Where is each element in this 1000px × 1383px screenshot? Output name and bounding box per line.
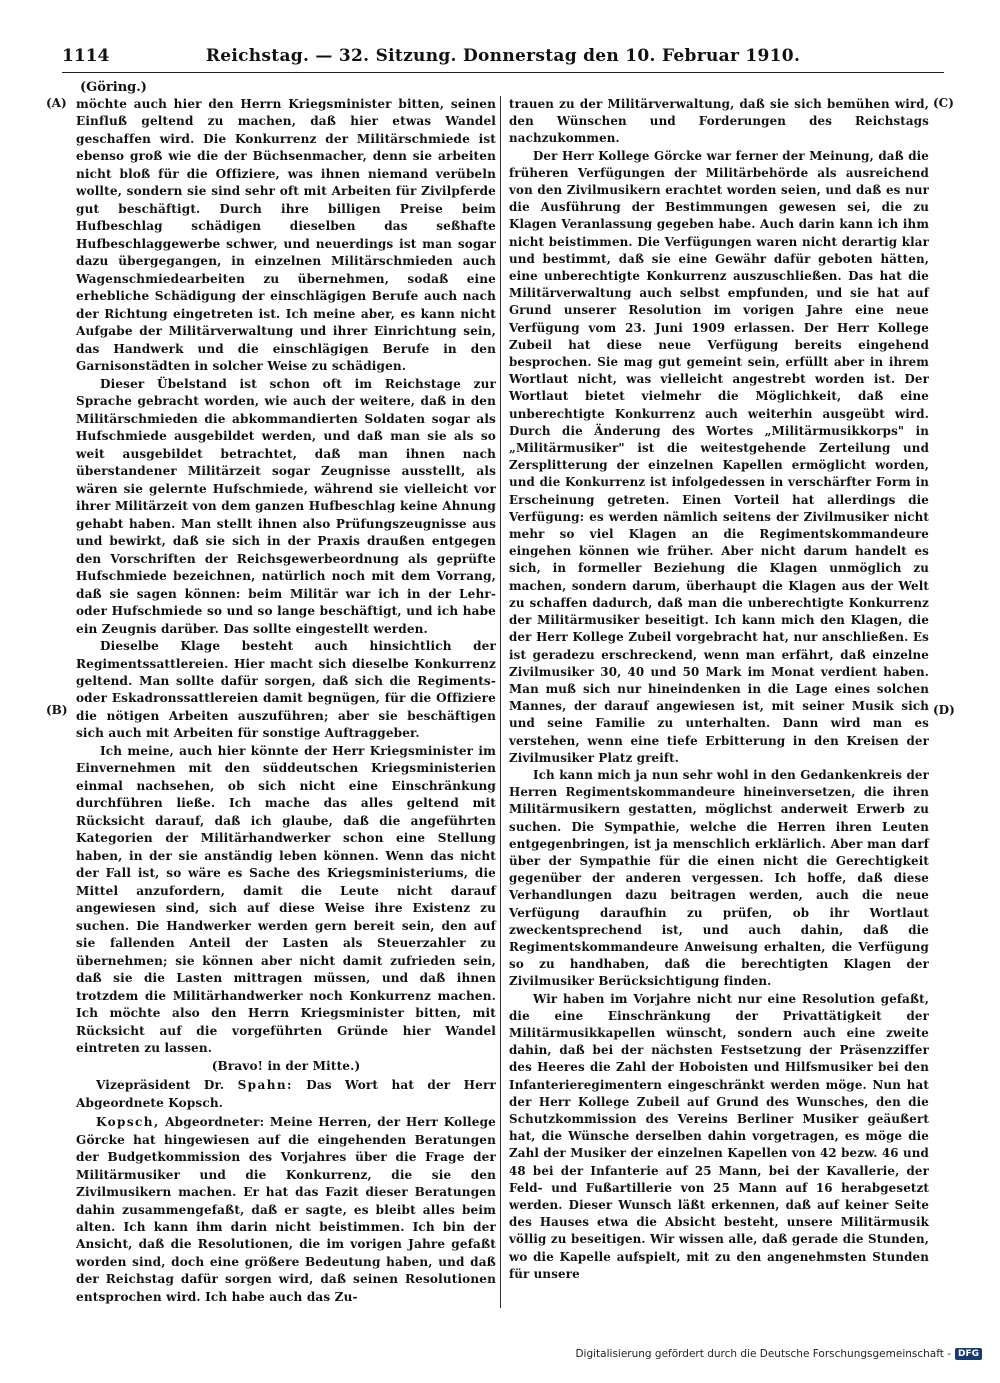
speaker-name: Spahn: bbox=[237, 1078, 293, 1093]
digitization-credit bbox=[575, 1348, 982, 1360]
speaker-name: Kopsch, bbox=[96, 1115, 160, 1130]
paragraph: Der Herr Kollege Görcke war ferner der Meinung, daß die früheren Verfügungen der Militärbehörde als ausreichend von den Zivilmusikern erachtet worden seien, und daß es nur die Ausführung der Bestimmungen gewesen sei, die zu Klagen Veranlassung gegeben habe. Auch darin kann ich ihm nicht beistimmen. Die Verfügungen waren nicht derartig klar und bestimmt, daß sie eine Gewähr dafür geboten hätten, eine unberechtigte Konkurrenz auszuschließen. Das hat die Militärverwaltung auch selbst empfunden, und sie hat auf Grund unserer Resolution im vorigen Jahre eine neue Verfügung vom 23. Juni 1909 erlassen. Der Herr Kollege Zubeil hat diese neue Verfügung bereits eingehend besprochen. Sie mag gut gemeint sein, erfüllt aber in ihrem Wortlaut nicht, was vielleicht angestrebt worden ist. Der Wortlaut bietet vielmehr die Möglichkeit, daß eine unberechtigte Konkurrenz auch weiterhin ausgeübt wird. Durch die Änderung des Wortes „Militärmusikkorps" in „Militärmusiker" ist die weitestgehende Zerteilung und Zersplitterung der einzelnen Kapellen ermöglicht worden, und die Konkurrenz ist infolgedessen in verschärfter Form in Erscheinung getreten. Einen Vorteil hat allerdings die Verfügung: es werden nämlich seitens der Zivilmusiker nicht mehr so viel Klagen an die Regimentskommandeure eingehen können wie früher. Aber nicht darum handelt es sich, in formeller Beziehung die Klagen unmöglich zu machen, sondern darum, überhaupt die Klagen aus der Welt zu schaffen dadurch, daß man die unberechtigte Konkurrenz der Militärmusiker beseitigt. Ich kann mich den Klagen, die der Herr Kollege Zubeil vorgebracht hat, nur anschließen. Es ist geradezu erschreckend, wenn man erfährt, daß einzelne Zivilmusiker 30, 40 und 50 Mark im Monat verdient haben. Man muß sich nur hineindenken in die Lage eines solchen Mannes, der darauf angewiesen ist, mit seiner Musik sich und seine Familie zu unterhalten. Dann wird man es verstehen, wenn eine tiefe Erbitterung in den Kreisen der Zivilmusiker Platz greift. bbox=[509, 148, 929, 765]
margin-marker-b: (B) bbox=[46, 703, 68, 717]
paragraph: Dieselbe Klage besteht auch hinsichtlich der Regimentssattlereien. Hier macht sich dieselbe Konkurrenz geltend. Man sollte dafür sorgen, daß sich die Regiments- oder Eskadronssattlereien damit begnügen, für die Offiziere die nötigen Arbeiten auszuführen; aber sie beschäftigen sich auch mit Arbeiten für sonstige Auftraggeber. bbox=[76, 639, 496, 741]
speaker-title: Vizepräsident Dr. bbox=[96, 1078, 225, 1093]
kopsch-speech bbox=[76, 1114, 496, 1306]
speech-text: Meine Herren, der Herr Kollege Görcke hat hingewiesen auf die eingehenden Beratungen der Budgetkommission des Vorjahres über die Frage der Militärmusiker und die Konkurrenz, die sie den Zivilmusikern machen. Er hat das Fazit dieser Beratungen dahin zusammengefaßt, daß er sagte, es bleibt alles beim alten. Ich kann ihm darin nicht beistimmen. Ich bin der Ansicht, daß die Resolutionen, die im vorigen Jahre gefaßt worden sind, doch eine größere Bedeutung haben, und daß der Reichstag dafür sorgen wird, daß seinen Resolutionen entsprochen wird. Ich habe auch das Zu- bbox=[76, 1115, 496, 1304]
margin-marker-d: (D) bbox=[933, 703, 955, 717]
speaker-role: Abgeordneter: bbox=[165, 1115, 265, 1130]
running-head: Reichstag. — 32. Sitzung. Donnerstag den 10. Februar 1910. bbox=[205, 46, 801, 66]
column-divider bbox=[500, 96, 501, 1308]
applause-note: (Bravo! in der Mitte.) bbox=[211, 1058, 361, 1073]
paragraph: Wir haben im Vorjahre nicht nur eine Resolution gefaßt, die eine Einschränkung der Privattätigkeit der Militärmusikkapellen wünscht, sondern auch eine zweite dahin, daß bei der nächsten Festsetzung der Präsenzziffer des Heeres die Zahl der Hoboisten und Hilfsmusiker bei den Infanterieregimentern eingeschränkt werden möge. Nun hat der Herr Kollege Zubeil auf Grund des Wunsches, den die Schutzkommission des Vereins Berliner Musiker geäußert hat, die Wünsche derselben dahin vorgetragen, es möge die Zahl der Musiker der einzelnen Kapellen von 42 bezw. 46 und 48 bei der Infanterie auf 25 Mann, bei der Kavallerie, der Feld- und Fußartillerie von 25 Mann auf 16 herabgesetzt werden. Dieser Wunsch läßt erkennen, daß auf keiner Seite des Hauses etwa die Absicht besteht, unsere Militärmusik völlig zu beseitigen. Wir wissen alle, daß gerade die Stunden, wo die Kapelle aufspielt, mit zu den angenehmsten Stunden für unsere bbox=[509, 991, 929, 1281]
paragraph: möchte auch hier den Herrn Kriegsminister bitten, seinen Einfluß geltend zu machen, daß hier etwas Wandel geschaffen wird. Die Konkurrenz der Militärschmiede ist ebenso groß wie die der Büchsenmacher, denn sie arbeiten nicht bloß für die Offiziere, was ihnen niemand verübeln wollte, sondern sie sind sehr oft mit Arbeiten für Zivilpferde gut beschäftigt. Durch ihre billigen Preise beim Hufbeschlag schädigen dieselben das seßhafte Hufbeschlaggewerbe schwer, und neuerdings ist man sogar dazu übergegangen, in einzelnen Militärschmieden auch Wagenschmiedearbeiten zu übernehmen, sodaß eine erhebliche Schädigung der einschlägigen Berufe auch nach der Richtung eingetreten ist. Ich meine aber, es kann nicht Aufgabe der Militärverwaltung und ihrer Einrichtung sein, das Handwerk und die einschlägigen Berufe in den Garnisonstädten in solcher Weise zu schädigen. bbox=[76, 97, 496, 374]
paragraph: trauen zu der Militärverwaltung, daß sie sich bemühen wird, den Wünschen und Forderungen des Reichstags nachzukommen. bbox=[509, 97, 929, 146]
paragraph: Ich meine, auch hier könnte der Herr Kriegsminister im Einvernehmen mit den süddeutschen Kriegsministerien einmal nachsehen, ob sich nicht eine Einschränkung durchführen ließe. Ich mache das alles geltend mit Rücksicht darauf, daß ich glaube, daß die angeführten Kategorien der Militärhandwerker schon eine Stellung haben, in der sie anständig leben können. Wenn das nicht der Fall ist, so wäre es Sache des Kriegsministeriums, die Mittel anzufordern, damit die Leute nicht darauf angewiesen sind, sich auf diese Weise ihre Existenz zu suchen. Die Handwerker werden gern bereit sein, den auf sie fallenden Anteil der Lasten als Steuerzahler zu übernehmen; sie können aber nicht damit zufrieden sein, daß sie die Lasten mittragen müssen, und daß ihnen trotzdem die Militärhandwerker noch Konkurrenz machen. Ich möchte also den Herrn Kriegsminister bitten, mit Rücksicht auf die vorgeführten Gründe hier Wandel eintreten zu lassen. bbox=[76, 743, 496, 1056]
credit-text: Digitalisierung gefördert durch die Deutsche Forschungsgemeinschaft - bbox=[575, 1348, 951, 1360]
margin-marker-c: (C) bbox=[933, 96, 954, 110]
left-column bbox=[76, 96, 496, 1306]
paragraph: Dieser Übelstand ist schon oft im Reichstage zur Sprache gebracht worden, wie auch der weitere, daß in den Militärschmieden die abkommandierten Soldaten sogar als Hufschmiede ausgebildet werden, und daß man sie als so weit ausgebildet betrachtet, daß man ihnen nach überstandener Militärzeit sogar Zeugnisse ausstellt, als wären sie gelernte Hufschmiede, während sie vielleicht vor ihrer Militärzeit von dem ganzen Hufbeschlag keine Ahnung gehabt haben. Man stellt ihnen also Prüfungszeugnisse aus und bewirkt, daß sie sich in der Praxis draußen entgegen den Vorschriften der Reichsgewerbeordnung als geprüfte Hufschmiede bezeichnen, natürlich noch mit dem Vorrang, daß sie sagen können: beim Militär war ich in der Lehr- oder Hufschmiede so und so lange beschäftigt, und ich habe ein Zeugnis darüber. Das sollte eingestellt werden. bbox=[76, 376, 496, 636]
page-header bbox=[62, 46, 944, 73]
paragraph: Ich kann mich ja nun sehr wohl in den Gedankenkreis der Herren Regimentskommandeure hineinversetzen, die ihren Militärmusikern gestatten, möglichst anderweit Erwerb zu suchen. Die Sympathie, welche die Herren ihren Leuten entgegenbringen, ist ja menschlich erklärlich. Aber man darf über der Sympathie für die einen nicht die Gerechtigkeit gegenüber der anderen vergessen. Ich hoffe, daß diese Verhandlungen dazu beitragen werden, auch die neue Verfügung daraufhin zu prüfen, ob ihr Wortlaut zweckentsprechend ist, und auch dahin, daß die Regimentskommandeure Anweisung erhalten, die Verfügung so zu handhaben, daß die berechtigten Klagen der Zivilmusiker Berücksichtigung finden. bbox=[509, 767, 929, 989]
vice-president-statement bbox=[76, 1077, 496, 1112]
dfg-logo: DFG bbox=[955, 1348, 982, 1360]
speaker-continued-label: (Göring.) bbox=[80, 80, 147, 95]
right-column bbox=[509, 96, 929, 1283]
margin-marker-a: (A) bbox=[46, 96, 67, 110]
statement-text: Das Wort hat der Herr Abgeordnete Kopsch. bbox=[76, 1078, 496, 1110]
page-number: 1114 bbox=[62, 46, 110, 66]
